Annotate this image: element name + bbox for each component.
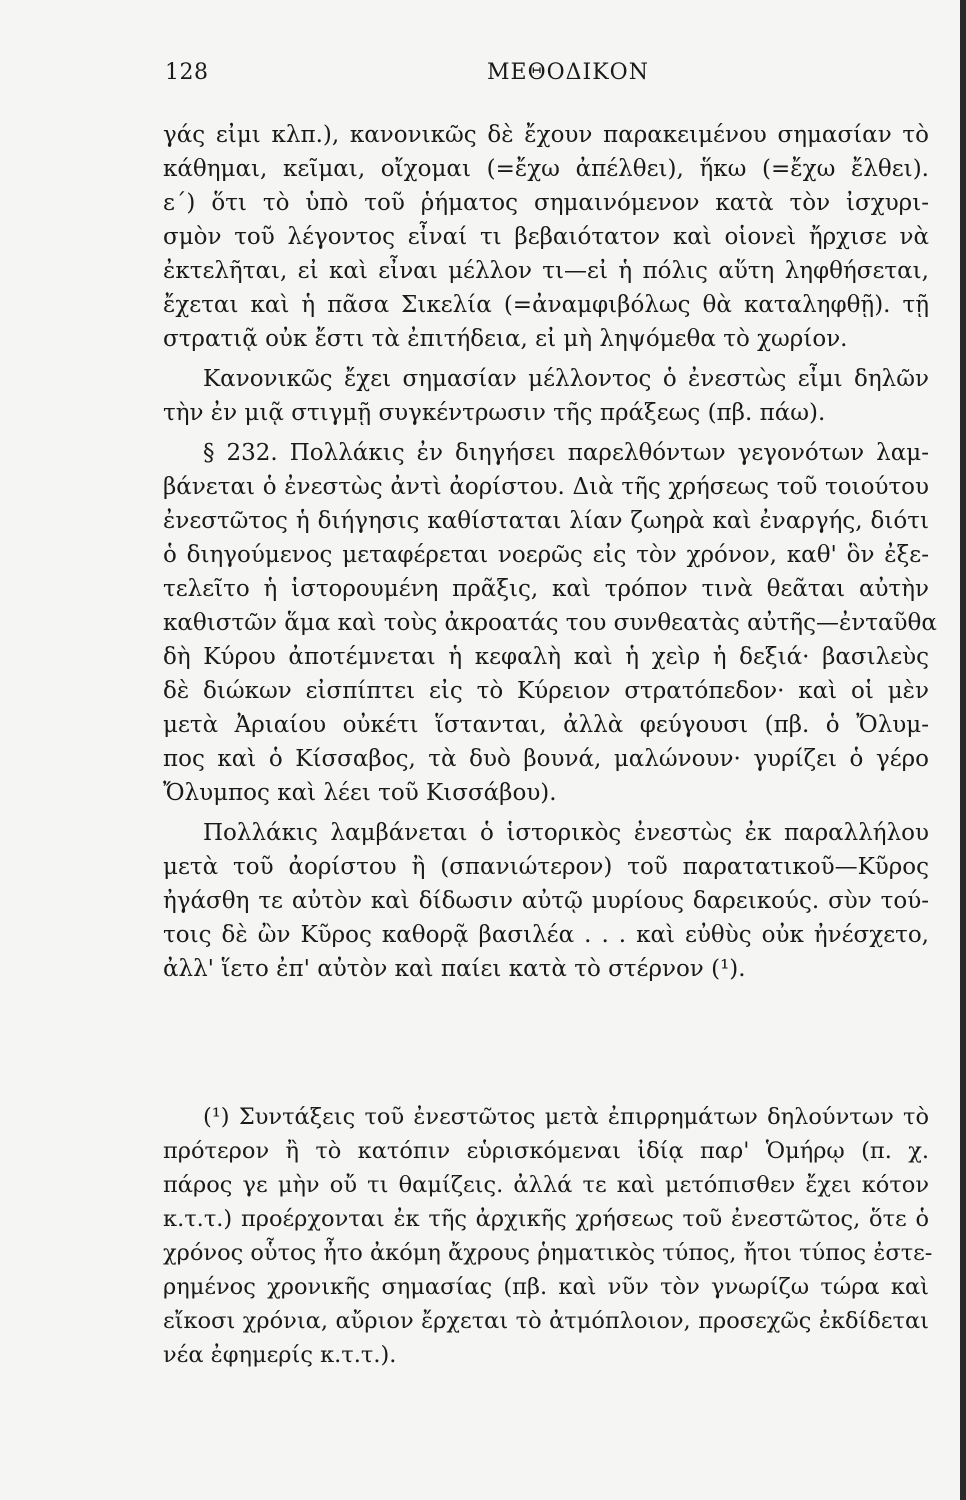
body-line: καθιστῶν ἅμα καὶ τοὺς ἀκροατάς του συνθεατὰς αὐτῆς—ἐνταῦθα [163,610,937,636]
body-line: Κανονικῶς ἔχει σημασίαν μέλλοντος ὁ ἐνεστὼς εἶμι δηλῶν [203,366,929,392]
body-line: ἠγάσθη τε αὐτὸν καὶ δίδωσιν αὐτῷ μυρίους δαρεικούς. σὺν τού- [163,888,929,914]
body-line: στρατιᾷ οὐκ ἔστι τὰ ἐπιτήδεια, εἰ μὴ ληψόμεθα τὸ χωρίον. [163,326,848,352]
running-title: ΜΕΘΟΔΙΚΟΝ [487,60,649,85]
section-heading-line: § 232. Πολλάκις ἐν διηγήσει παρελθόντων γεγονότων λαμ- [203,440,929,466]
footnote-line: πάρος γε μὴν οὔ τι θαμίζεις. ἀλλά τε καὶ μετόπισθεν ἔχει κότον [163,1172,929,1198]
body-line: ἐκτελῆται, εἰ καὶ εἶναι μέλλον τι—εἰ ἡ πόλις αὕτη ληφθήσεται, [163,258,929,284]
footnote-line: νέα ἐφημερίς κ.τ.τ.). [163,1342,397,1368]
body-line: μετὰ τοῦ ἀορίστου ἢ (σπανιώτερον) τοῦ παρατατικοῦ—Κῦρος [163,854,929,880]
body-line: τελεῖτο ἡ ἱστορουμένη πρᾶξις, καὶ τρόπον τινὰ θεᾶται αὐτὴν [163,576,929,602]
footnote-line: εἴκοσι χρόνια, αὔριον ἔρχεται τὸ ἀτμόπλοιον, προσεχῶς ἐκδίδεται [163,1308,929,1334]
footnote-line: πρότερον ἢ τὸ κατόπιν εὑρισκόμεναι ἰδίᾳ παρ' Ὁμήρῳ (π. χ. [163,1138,929,1164]
body-line: δὲ διώκων εἰσπίπτει εἰς τὸ Κύρειον στρατόπεδον· καὶ οἱ μὲν [163,678,929,704]
footnote-line: χρόνος οὗτος ἦτο ἀκόμη ἄχρους ῥηματικὸς τύπος, ἤτοι τύπος ἐστε- [163,1240,933,1266]
footnote-line: κ.τ.τ.) προέρχονται ἐκ τῆς ἀρχικῆς χρήσεως τοῦ ἐνεστῶτος, ὅτε ὁ [163,1206,929,1232]
body-line: ὁ διηγούμενος μεταφέρεται νοερῶς εἰς τὸν χρόνον, καθ' ὃν ἐξε- [163,542,929,568]
page-header [165,60,925,100]
body-line: βάνεται ὁ ἐνεστὼς ἀντὶ ἀορίστου. Διὰ τῆς χρήσεως τοῦ τοιούτου [163,474,929,500]
footnote-line: (¹) Συντάξεις τοῦ ἐνεστῶτος μετὰ ἐπιρρημάτων δηλούντων τὸ [203,1104,929,1130]
body-line: δὴ Κύρου ἀποτέμνεται ἡ κεφαλὴ καὶ ἡ χεὶρ ἡ δεξιά· βασιλεὺς [163,644,929,670]
body-line: πος καὶ ὁ Κίσσαβος, τὰ δυὸ βουνά, μαλώνουν· γυρίζει ὁ γέρο [163,746,929,772]
body-line: ἐνεστῶτος ἡ διήγησις καθίσταται λίαν ζωηρὰ καὶ ἐναργής, διότι [163,508,929,534]
body-line: τοις δὲ ὢν Κῦρος καθορᾷ βασιλέα . . . καὶ εὐθὺς οὐκ ἠνέσχετο, [163,922,929,948]
body-line: Πολλάκις λαμβάνεται ὁ ἱστορικὸς ἐνεστὼς ἐκ παραλλήλου [203,820,929,846]
body-line: τὴν ἐν μιᾷ στιγμῇ συγκέντρωσιν τῆς πράξεως (πβ. πάω). [163,400,826,426]
page-number: 128 [165,60,209,85]
body-line: σμὸν τοῦ λέγοντος εἶναί τι βεβαιότατον καὶ οἱονεὶ ἤρχισε νὰ [163,224,929,250]
footnote-line: ρημένος χρονικῆς σημασίας (πβ. καὶ νῦν τὸν γνωρίζω τώρα καὶ [163,1274,929,1300]
body-line: Ὄλυμπος καὶ λέει τοῦ Κισσάβου). [163,780,557,806]
body-line: μετὰ Ἀριαίου οὐκέτι ἵστανται, ἀλλὰ φεύγουσι (πβ. ὁ Ὄλυμ- [163,712,929,738]
body-line: ἔχεται καὶ ἡ πᾶσα Σικελία (=ἀναμφιβόλως θὰ καταληφθῇ). τῇ [163,292,929,318]
body-line: γάς εἰμι κλπ.), κανονικῶς δὲ ἔχουν παρακειμένου σημασίαν τὸ [163,122,929,148]
body-line: ἀλλ' ἵετο ἐπ' αὐτὸν καὶ παίει κατὰ τὸ στέρνον (¹). [163,956,746,982]
body-line: κάθημαι, κεῖμαι, οἴχομαι (=ἔχω ἀπέλθει), ἥκω (=ἔχω ἔλθει). [163,156,929,182]
body-line: ε΄) ὅτι τὸ ὑπὸ τοῦ ῥήματος σημαινόμενον κατὰ τὸν ἰσχυρι- [163,190,929,216]
scan-edge-shadow [960,0,966,1500]
